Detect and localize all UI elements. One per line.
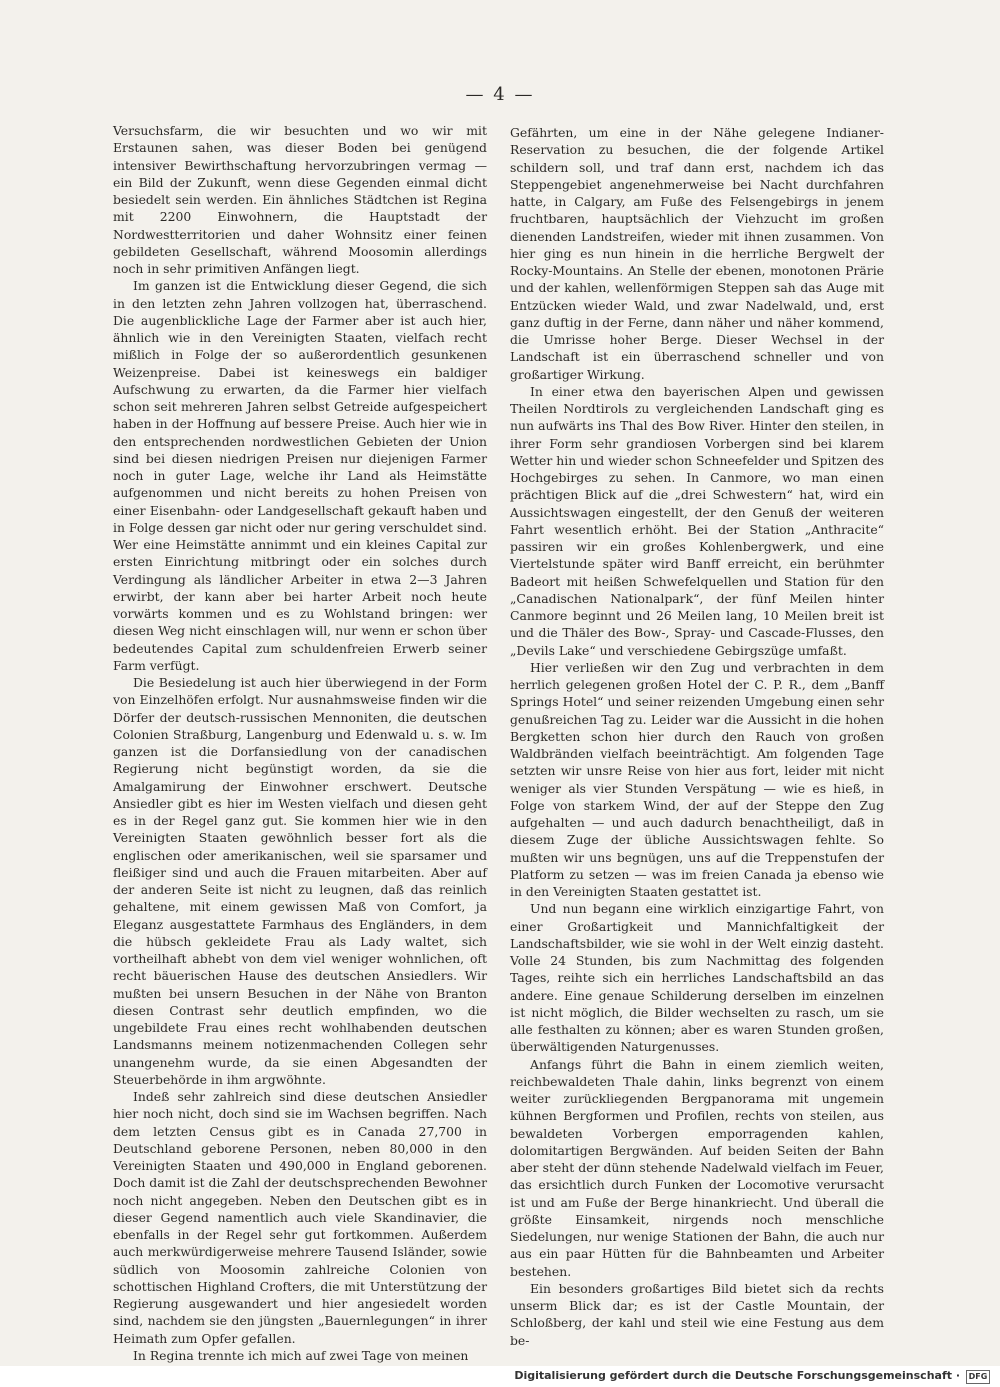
paragraph: Gefährten, um eine in der Nähe gelegene Indianer-Reservation zu besuchen, die der folgende Artikel schildern soll, und traf dann erst, nachdem ich das Steppengebiet angenehmerweise bei Nacht durchfahren hatte, in Calgary, am Fuße des Felsengebirgs in jenem fruchtbaren, hauptsächlich der Viehzucht im großen dienenden Landstreifen, wieder mit ihnen zusammen. Von hier ging es nun hinein in die herrliche Bergwelt der Rocky-Mountains. An Stelle der ebenen, monotonen Prärie und der kahlen, wellenförmigen Steppen sah das Auge mit Entzücken wieder Wald, und zwar Nadelwald, und, erst ganz duftig in der Ferne, dann näher und näher kommend, die Umrisse hoher Berge. Dieser Wechsel in der Landschaft ist ein überraschend schneller und von großartiger Wirkung. [510, 125, 884, 382]
footer-credit: Digitalisierung gefördert durch die Deutsche Forschungsgemeinschaft · [514, 1369, 960, 1382]
paragraph: In Regina trennte ich mich auf zwei Tage von meinen [133, 1347, 469, 1363]
paragraph: Hier verließen wir den Zug und verbrachten in dem herrlich gelegenen großen Hotel der C. P. R., dem „Banff Springs Hotel“ und seiner reizenden Umgebung einen sehr genußreichen Tag zu. Leider war die Aussicht in die hohen Bergketten schon hier durch den Rauch von großen Waldbränden vielfach beeinträchtigt. Am folgenden Tage setzten wir unsre Reise von hier aus fort, leider mit nicht weniger als vier Stunden Verspätung — wie es hieß, in Folge von starkem Wind, der auf der Steppe den Zug aufgehalten — und auch dadurch benachtheiligt, daß in diesem Zuge der übliche Aussichtswagen fehlte. So mußten wir uns begnügen, uns auf die Treppenstufen der Platform zu setzen — was im freien Canada ja ebenso wie in den Vereinigten Staaten gestattet ist. [510, 659, 884, 899]
right-column [510, 124, 884, 1349]
paragraph: Und nun begann eine wirklich einzigartige Fahrt, von einer Großartigkeit und Mannichfaltigkeit der Landschaftsbilder, wie sie wohl in der Welt einzig dasteht. Volle 24 Stunden, bis zum Nachmittag des folgenden Tages, reihte sich ein herrliches Landschaftsbild an das andere. Eine genaue Schilderung derselben im einzelnen ist nicht möglich, die Bilder wechselten zu rasch, um sie alle festhalten zu können; aber es waren Stunden großen, überwältigenden Naturgenusses. [510, 901, 884, 1055]
paragraph: Die Besiedelung ist auch hier überwiegend in der Form von Einzelhöfen erfolgt. Nur ausnahmsweise finden wir die Dörfer der deutsch-russischen Mennoniten, die deutschen Colonien Straßburg, Langenburg und Edenwald u. s. w. Im ganzen ist die Dorfansiedlung von der canadischen Regierung nicht begünstigt worden, da sie die Amalgamirung der Einwohner erschwert. Deutsche Ansiedler gibt es hier im Westen vielfach und diesen geht es in der Regel ganz gut. Sie kommen hier wie in den Vereinigten Staaten gewöhnlich besser fort als die englischen oder amerikanischen, weil sie sparsamer und fleißiger sind und auch die Frauen mitarbeiten. Aber auf der anderen Seite ist nicht zu leugnen, daß das reinlich gehaltene, mit einem gewissen Maß von Comfort, ja Eleganz ausgestattete Farmhaus des Engländers, in dem die hübsch gekleidete Frau als Lady waltet, sich vortheilhaft abhebt von dem viel weniger wohnlichen, oft recht bäuerischen Hause des deutschen Ansiedlers. Wir mußten bei unsern Besuchen in der Nähe von Branton diesen Contrast sehr deutlich empfinden, wo die ungebildete Frau eines recht wohlhabenden deutschen Landsmanns meinem notizenmachenden Collegen sehr unangenehm wurde, da sie einen Abgesandten der Steuerbehörde in ihm argwöhnte. [113, 675, 487, 1087]
paragraph: In einer etwa den bayerischen Alpen und gewissen Theilen Nordtirols zu vergleichenden Landschaft ging es nun aufwärts ins Thal des Bow River. Hinter den steilen, in ihrer Form sehr grandiosen Vorbergen sind bei klarem Wetter hin und wieder schon Schneefelder und Spitzen des Hochgebirges zu sehen. In Canmore, wo man einen prächtigen Blick auf die „drei Schwestern“ hat, wird ein Aussichtswagen eingestellt, der den Genuß der weiteren Fahrt wesentlich erhöht. Bei der Station „Anthracite“ passiren wir ein großes Kohlenbergwerk, und eine Viertelstunde später wird Banff erreicht, ein berühmter Badeort mit heißen Schwefelquellen und Station für den „Canadischen Nationalpark“, der fünf Meilen hinter Canmore beginnt und 26 Meilen lang, 10 Meilen breit ist und die Thäler des Bow-, Spray- und Cascade-Flusses, den „Devils Lake“ und verschiedene Gebirgszüge umfaßt. [510, 383, 884, 658]
paragraph: Im ganzen ist die Entwicklung dieser Gegend, die sich in den letzten zehn Jahren vollzogen hat, überraschend. Die augenblickliche Lage der Farmer aber ist auch hier, ähnlich wie in den Vereinigten Staaten, vielfach recht mißlich in Folge der so außerordentlich gesunkenen Weizenpreise. Dabei ist keineswegs ein baldiger Aufschwung zu erwarten, da die Farmer hier vielfach schon seit mehreren Jahren selbst Getreide aufgespeichert haben in der Hoffnung auf bessere Preise. Auch hier wie in den entsprechenden nordwestlichen Gebieten der Union sind bei diesen niedrigen Preisen nur diejenigen Farmer noch in guter Lage, welche ihr Land als Heimstätte aufgenommen und nicht bereits zu hohen Preisen von einer Eisenbahn- oder Landgesellschaft gekauft haben und in Folge dessen gar nicht oder nur gering verschuldet sind. Wer eine Heimstätte annimmt und ein kleines Capital zur ersten Einrichtung mitbringt oder ein solches durch Verdingung als ländlicher Arbeiter in etwa 2—3 Jahren erwirbt, der kann aber bei harter Arbeit noch heute vorwärts kommen und es zu Wohlstand bringen: wer diesen Weg nicht einschlagen will, nur wenn er schon über bedeutendes Capital zum schuldenfreien Erwerb seiner Farm verfügt. [113, 278, 487, 673]
paragraph: Indeß sehr zahlreich sind diese deutschen Ansiedler hier noch nicht, doch sind sie im Wachsen begriffen. Nach dem letzten Census gibt es in Canada 27,700 in Deutschland geborene Personen, neben 80,000 in den Vereinigten Staaten und 490,000 in England geborenen. Doch damit ist die Zahl der deutschsprechenden Bewohner noch nicht angegeben. Neben den Deutschen gibt es in dieser Gegend namentlich auch viele Skandinavier, die ebenfalls in der Regel sehr gut fortkommen. Außerdem auch merkwürdigerweise mehrere Tausend Isländer, sowie südlich von Moosomin zahlreiche Colonien von schottischen Highland Crofters, die mit Unterstützung der Regierung ausgewandert und hier angesiedelt worden sind, nachdem sie den jüngsten „Bauernlegungen“ in ihrer Heimath zum Opfer gefallen. [113, 1089, 487, 1346]
paragraph: Anfangs führt die Bahn in einem ziemlich weiten, reichbewaldeten Thale dahin, links begrenzt von einem weiter zurückliegenden Bergpanorama mit ungemein kühnen Bergformen und Profilen, rechts von steilen, aus bewaldeten Vorbergen emporragenden kahlen, dolomitartigen Bergwänden. Auf beiden Seiten der Bahn aber steht der dünn stehende Nadelwald vielfach im Feuer, das ersichtlich durch Funken der Locomotive verursacht ist und am Fuße der Berge hinankriecht. Und überall die größte Einsamkeit, nirgends noch menschliche Siedelungen, nur wenige Stationen der Bahn, die auch nur aus ein paar Hütten für die Bahnbeamten und Arbeiter bestehen. [510, 1056, 884, 1279]
left-column [113, 122, 487, 1364]
page-number: — 4 — [465, 84, 535, 105]
dfg-logo-icon: DFG [966, 1370, 990, 1384]
digitization-footer [0, 1366, 1000, 1387]
paragraph: Versuchsfarm, die wir besuchten und wo wir mit Erstaunen sahen, was dieser Boden bei genügend intensiver Bewirthschaftung hervorzubringen vermag — ein Bild der Zukunft, wenn diese Gegenden einmal dicht besiedelt sein werden. Ein ähnliches Städtchen ist Regina mit 2200 Einwohnern, die Hauptstadt der Nordwestterritorien und daher Wohnsitz einer feinen gebildeten Gesellschaft, während Moosomin allerdings noch in sehr primitiven Anfängen liegt. [113, 123, 487, 276]
paragraph: Ein besonders großartiges Bild bietet sich da rechts unserm Blick dar; es ist der Castle Mountain, der Schloßberg, der kahl und steil wie eine Festung aus dem be- [510, 1280, 884, 1348]
